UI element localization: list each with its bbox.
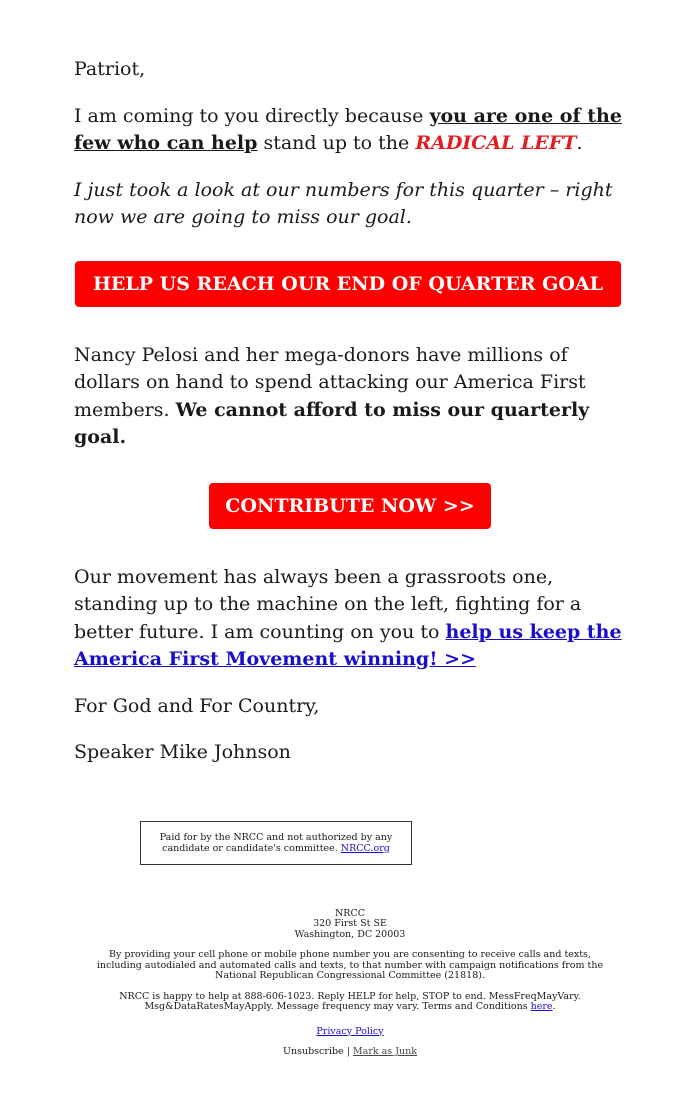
privacy-row bbox=[90, 1027, 610, 1038]
terms-link[interactable]: here bbox=[530, 1001, 553, 1012]
pelosi-paragraph bbox=[74, 342, 626, 452]
privacy-policy-link[interactable]: Privacy Policy bbox=[316, 1025, 384, 1037]
mark-as-junk-link[interactable]: Mark as Junk bbox=[352, 1046, 417, 1057]
unsubscribe-link[interactable]: Unsubscribe bbox=[282, 1046, 344, 1057]
cta1-row bbox=[74, 251, 626, 323]
signoff: For God and For Country, bbox=[74, 694, 320, 717]
contribute-now-button[interactable]: CONTRIBUTE NOW >> bbox=[209, 483, 491, 529]
address-block bbox=[90, 909, 610, 941]
help-text-block bbox=[90, 992, 610, 1013]
movement-text: Our movement has always been a grassroots one, standing up to the machine on the left, fighting for a better future. I am counting on you to bbox=[74, 565, 582, 643]
keep-winning-link[interactable]: help us keep the America First Movement winning! >> bbox=[74, 620, 622, 670]
street: 320 First St SE bbox=[313, 918, 387, 929]
cta2-row bbox=[74, 471, 626, 545]
intro-paragraph bbox=[74, 103, 626, 158]
intro-middle: stand up to the bbox=[257, 132, 416, 154]
city: Washington, DC 20003 bbox=[294, 928, 406, 940]
signature: Speaker Mike Johnson bbox=[74, 741, 291, 763]
pelosi-text: Nancy Pelosi and her mega-donors have millions of dollars on hand to spend attacking our America First members. bbox=[74, 343, 586, 421]
org-name: NRCC bbox=[334, 907, 365, 919]
email-body bbox=[74, 0, 626, 767]
greeting: Patriot, bbox=[74, 58, 146, 80]
footer bbox=[90, 909, 610, 1058]
few-who-can-help-link[interactable]: you are one of the few who can help bbox=[74, 104, 622, 154]
separator: | bbox=[343, 1046, 353, 1057]
numbers-paragraph: I just took a look at our numbers for this quarter – right now we are going to miss our goal. bbox=[74, 178, 613, 228]
terms-suffix: . bbox=[552, 1001, 556, 1012]
reach-goal-button[interactable]: HELP US REACH OUR END OF QUARTER GOAL bbox=[75, 261, 621, 307]
intro-suffix: . bbox=[576, 132, 583, 154]
help-text: NRCC is happy to help at 888-606-1023. Reply HELP for help, STOP to end. MessFreqMayVary. Msg&DataRatesMayApply. Message frequency may vary. Terms and Conditions bbox=[119, 990, 581, 1012]
nrcc-org-link[interactable]: NRCC.org bbox=[340, 842, 390, 854]
radical-left-text: RADICAL LEFT bbox=[415, 132, 577, 154]
intro-prefix: I am coming to you directly because bbox=[74, 104, 430, 127]
pelosi-bold: We cannot afford to miss our quarterly goal. bbox=[74, 398, 590, 448]
movement-paragraph bbox=[74, 564, 626, 674]
consent-text: By providing your cell phone or mobile phone number you are consenting to receive calls and texts, including autodialed and automated calls and texts, to that number with campaign notifications from the National Republican Congressional Committee (21818). bbox=[96, 949, 604, 981]
unsubscribe-row bbox=[90, 1047, 610, 1058]
disclaimer-text: Paid for by the NRCC and not authorized by any candidate or candidate's committee. bbox=[159, 831, 393, 854]
paid-for-disclaimer bbox=[140, 821, 412, 865]
